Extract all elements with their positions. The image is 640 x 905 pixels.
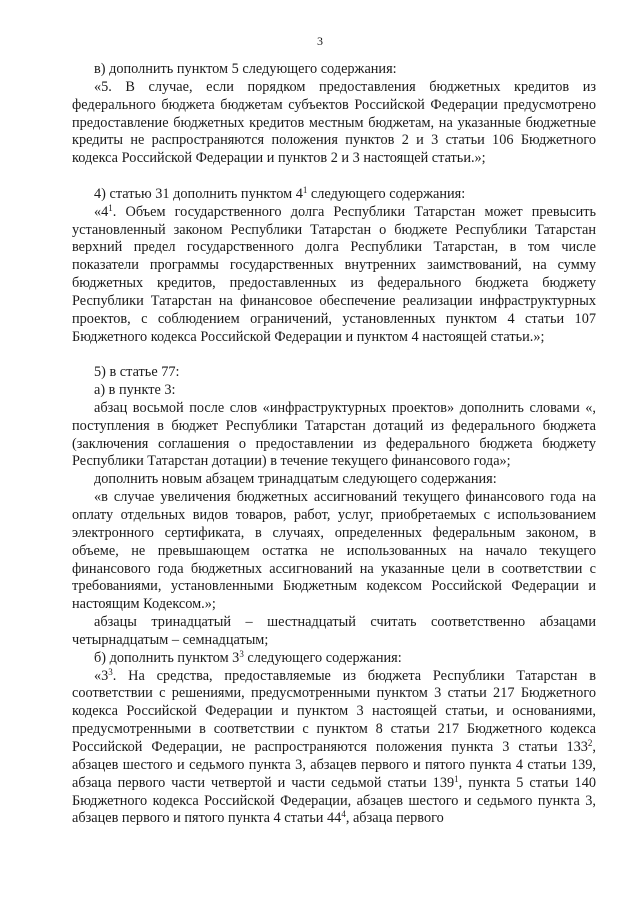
- paragraph: [72, 186, 596, 204]
- text-run: , абзаца первого: [345, 810, 444, 827]
- text-run: «4: [94, 203, 109, 220]
- paragraph: [72, 204, 596, 347]
- text-run: «в случае увеличения бюджетных ассигнований текущего финансового года на оплату отдельных видов товаров, работ, услуг, приобретаемых с использованием электронного сертификата, в случаях, определенных федеральным законом, в объеме, не превышающем остатка не использованных на начало текущего финансового года бюджетных ассигнований на указанные цели в соответствии с требованиями, установленными Бюджетным кодексом Российской Федерации и настоящим Кодексом.»;: [72, 489, 596, 613]
- text-run: абзац восьмой после слов «инфраструктурных проектов» дополнить словами «, поступления в бюджет Республики Татарстан дотаций из федерального бюджета (заключения соглашения о предоставлении из федерального бюджета бюджету Республики Татарстан дотации) в течение текущего финансового года»;: [72, 399, 596, 470]
- superscript: 1: [454, 773, 459, 784]
- superscript: 1: [302, 184, 308, 195]
- text-run: 5) в статье 77:: [94, 364, 180, 381]
- paragraph: [72, 668, 596, 829]
- superscript: 3: [239, 648, 244, 659]
- paragraph: [72, 61, 596, 79]
- paragraph: [72, 489, 596, 614]
- text-run: 4) статью 31 дополнить пунктом 4: [94, 185, 303, 202]
- paragraph: [72, 79, 596, 168]
- text-run: абзацы тринадцатый – шестнадцатый считать соответственно абзацами четырнадцатым – семнадцатым;: [72, 614, 596, 648]
- document-body: [72, 61, 596, 828]
- text-run: , пункта 5 статьи 140 Бюджетного кодекса Российской Федерации, абзацев шестого и седьмого пункта 3, абзацев первого и пятого пункта 4 статьи 44: [72, 774, 597, 827]
- paragraph: [72, 650, 596, 668]
- text-run: , абзацев шестого и седьмого пункта 3, абзацев первого и пятого пункта 4 статьи 139, абзаца первого части четвертой и части седьмой статьи 139: [72, 738, 596, 791]
- text-run: дополнить новым абзацем тринадцатым следующего содержания:: [94, 471, 497, 488]
- page-number: 3: [317, 34, 323, 48]
- paragraph: [72, 400, 596, 471]
- text-run: следующего содержания:: [307, 185, 466, 202]
- text-run: б) дополнить пунктом 3: [94, 649, 240, 666]
- paragraph-gap: [72, 168, 596, 186]
- paragraph-gap: [72, 346, 596, 364]
- paragraph: [72, 364, 596, 382]
- superscript: 3: [108, 666, 113, 677]
- text-run: а) в пункте 3:: [94, 382, 176, 399]
- superscript: 2: [587, 737, 593, 748]
- text-run: . На средства, предоставляемые из бюджета Республики Татарстан в соответствии с решениями, предусмотренными пунктом 3 статьи 217 Бюджетного кодекса Российской Федерации и пунктом 3 настоящей статьи, и основаниями, предусмотренными в соответствии с пунктом 8 статьи 217 Бюджетного кодекса Российской Федерации, не распространяются положения пункта 3 статьи 133: [72, 667, 596, 755]
- paragraph: [72, 614, 596, 650]
- text-run: «3: [94, 667, 109, 684]
- text-run: в) дополнить пунктом 5 следующего содержания:: [94, 61, 397, 77]
- paragraph: [72, 382, 596, 400]
- superscript: 4: [341, 809, 346, 820]
- text-run: следующего содержания:: [243, 649, 402, 666]
- superscript: 1: [108, 202, 113, 213]
- text-run: . Объем государственного долга Республики Татарстан может превысить установленный законом Республики Татарстан о бюджете Республики Татарстан верхний предел государственного долга Республики Татарстан, в том числе показатели программы государственных внутренних заимствований, на сумму бюджетных кредитов, предоставленных из федерального бюджета бюджету Республики Татарстан на финансовое обеспечение реализации инфраструктурных проектов, с соблюдением ограничений, установленных пунктом 4 статьи 107 Бюджетного кодекса Российской Федерации и пунктом 4 настоящей статьи.»;: [72, 203, 596, 345]
- paragraph: [72, 471, 596, 489]
- text-run: «5. В случае, если порядком предоставления бюджетных кредитов из федерального бюджета бюджетам субъектов Российской Федерации предусмотрено предоставление бюджетных кредитов местным бюджетам, на указанные бюджетные кредиты не распространяются положения пунктов 2 и 3 статьи 106 Бюджетного кодекса Российской Федерации и пунктов 2 и 3 настоящей статьи.»;: [72, 78, 596, 167]
